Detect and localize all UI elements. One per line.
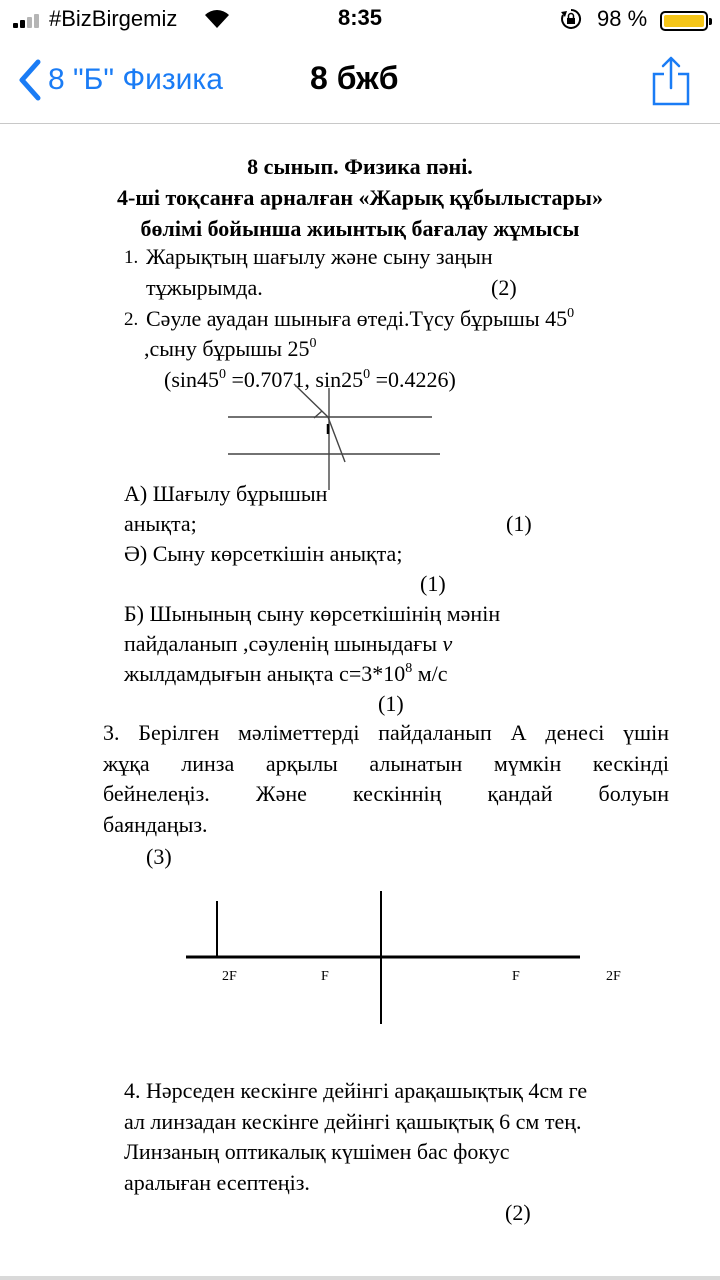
q4-text-line-3: Линзаның оптикалық күшімен бас фокус [124, 1139, 510, 1164]
lens-label-2f-right: 2F [606, 969, 621, 984]
q2-part-a-score: (1) [506, 511, 532, 536]
q4-text-line-1: 4. Нәрседен кескінге дейінгі арақашықтық 4см ге [124, 1078, 588, 1103]
q4-score: (2) [505, 1200, 531, 1225]
q2-part-a-line-2: анықта; [124, 511, 197, 536]
battery-percentage: 98 % [597, 6, 648, 31]
q1-number: 1. [124, 247, 139, 268]
q2-number: 2. [124, 309, 139, 330]
status-time: 8:35 [337, 5, 383, 30]
q4-text-line-4: аралыған есептеңіз. [124, 1170, 310, 1195]
heading-line-1: 8 сынып. Физика пәні. [247, 154, 473, 179]
q2-part-b-line-3: жылдамдығын анықта $с=3*10^8$ м/с [124, 661, 448, 686]
q2-part-b-score: (1) [378, 691, 404, 716]
q2-part-b-line-1: Б) Шынының сыну көрсеткішінің мәнін [124, 601, 501, 626]
bottom-separator [0, 1276, 720, 1280]
lens-diagram [184, 889, 584, 1025]
refraction-diagram [222, 382, 444, 492]
q3-text-line-1: 3. Берілген мәліметтерді пайдаланып А денесі үшін [103, 720, 669, 745]
heading-line-3: бөлімі бойынша жиынтық бағалау жұмысы [140, 216, 580, 241]
q3-text-line-4: баяндаңыз. [103, 812, 208, 837]
q2-part-a-line-1: А) Шағылу бұрышын [124, 481, 328, 506]
q1-text-line-2: тұжырымда. [146, 275, 263, 300]
q2-text-line-1: Сәуле ауадан шыныға өтеді.Түсу бұрышы $45^0$ [146, 306, 575, 331]
share-icon[interactable] [650, 54, 692, 108]
q2-given-values: ($\sin 45^0 =0.7071$, $\sin 25^0 =0.4226$) [164, 367, 456, 392]
page-title: 8 бжб [310, 60, 399, 96]
chevron-left-icon [14, 56, 44, 104]
battery-icon [660, 11, 708, 31]
q2-part-ae: Ә) Сыну көрсеткішін анықта; [124, 541, 403, 566]
back-button-label: 8 "Б" Физика [48, 63, 223, 96]
q2-text-line-2: ,сыну бұрышы $25^0$ [144, 336, 317, 361]
q2-part-ae-score: (1) [420, 571, 446, 596]
document-page [0, 124, 720, 1264]
navigation-bar [0, 40, 720, 124]
q3-text-line-3: бейнелеңіз. Және кескіннің қандай болуын [103, 781, 669, 806]
q1-score: (2) [491, 275, 517, 300]
status-bar [0, 0, 720, 40]
back-button[interactable] [14, 56, 223, 104]
q3-score: (3) [146, 844, 172, 869]
lens-label-2f-left: 2F [222, 969, 237, 984]
rotation-lock-icon [560, 8, 582, 30]
lens-label-f-right: F [512, 969, 520, 984]
heading-line-2: 4-ші тоқсанға арналған «Жарық құбылыстары» [117, 185, 603, 210]
carrier-name: #BizBirgemiz [49, 6, 178, 31]
lens-label-f-left: F [321, 969, 329, 984]
q4-text-line-2: ал линзадан кескінге дейінгі қашықтық 6 см тең. [124, 1109, 582, 1134]
q2-part-b-line-2: пайдаланып ,сәуленің шыныдағы v [124, 631, 453, 656]
q3-text-line-2: жұқа линза арқылы алынатын мүмкін кескінді [103, 751, 669, 776]
q1-text-line-1: Жарықтың шағылу және сыну заңын [146, 244, 493, 269]
